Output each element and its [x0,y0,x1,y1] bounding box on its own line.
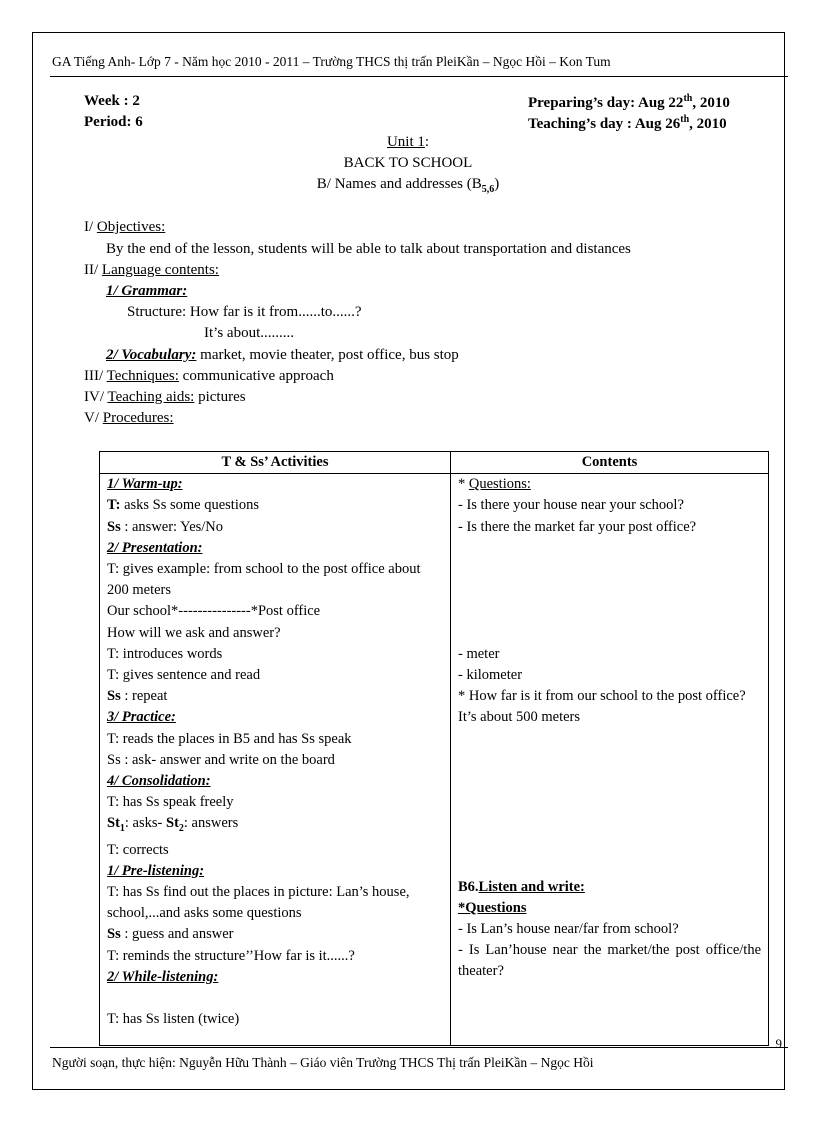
footer-rule [50,1047,788,1048]
preparing-day [528,93,730,112]
objectives-heading [84,219,165,236]
structure-line2: It’s about......... [204,325,294,341]
prelistening-heading: 1/ Pre-listening: [107,862,205,879]
st1-sub: 1 [119,823,125,835]
unit-heading [0,134,816,151]
running-footer: Người soạn, thực hiện: Nguyễn Hữu Thành – Giáo viên Trường THCS Thị trấn PleiKần – Ngọc Hồi [52,1055,594,1070]
page-number: 9 [775,1036,782,1051]
aids-label: Teaching aids: [107,389,195,405]
list-item: T: has Ss find out the places in picture: Lan’s house, school,...and asks some questions [107,883,410,922]
week: Week : 2 [84,93,140,109]
teaching-sup: th [680,114,690,125]
spacer [458,538,761,644]
techniques-num: III/ [84,368,107,384]
practice-heading: 3/ Practice: [107,709,176,726]
aids-line [84,389,246,406]
questions-label: Questions: [468,476,531,493]
unit-title: BACK TO SCHOOL [343,155,473,171]
aids-text: pictures [194,389,246,405]
language-heading [84,262,219,279]
subtitle-sub: 5,6 [481,184,495,195]
col-contents-header: Contents [451,452,769,474]
vocab-label: 2/ Vocabulary: [106,347,197,363]
vocabulary-line [106,347,459,364]
answers-text: : answers [183,815,239,832]
objectives-text: By the end of the lesson, students will be able to talk about transportation and distances [106,241,631,257]
list-item: T: reads the places in B5 and has Ss speak [107,730,352,747]
contents-cell [451,474,769,1046]
running-header: GA Tiếng Anh- Lớp 7 - Năm học 2010 - 2011 – Trường THCS thị trấn PleiKần – Ngọc Hồi – Kon Tum [52,54,611,69]
spacer [107,988,443,1009]
list-item: It’s about 500 meters [458,709,581,726]
warmup-ss-text: : answer: Yes/No [120,518,224,535]
list-item: - Is there your house near your school? [458,497,684,514]
list-item: Ss : ask- answer and write on the board [107,751,335,768]
teaching-year: , 2010 [689,116,727,132]
subtitle-text: B/ Names and addresses (B [316,176,482,192]
language-num: II/ [84,262,102,278]
questions-heading [458,474,761,495]
teaching-day [528,114,727,133]
procedures-heading [84,410,174,427]
preparing-label: Preparing’s day: Aug 22 [528,95,684,111]
b6-prefix: B6. [458,878,479,895]
list-item: T: gives example: from school to the post office about 200 meters [107,561,421,599]
list-item: T: reminds the structure’’How far is it......? [107,947,355,964]
list-item: T: introduces words [107,645,223,662]
list-item: Our school*---------------*Post office [107,603,321,620]
warmup-t-text: asks Ss some questions [120,497,260,514]
list-item: - Is there the market far your post office? [458,518,697,535]
teaching-label: Teaching’s day : Aug 26 [528,116,681,132]
asks-text: : asks- [124,815,166,832]
list-item: * How far is it from our school to the post office? [458,688,746,705]
repeat-text: : repeat [120,688,168,705]
questions-star: * [458,476,469,493]
b6-heading [458,877,761,898]
presentation-heading: 2/ Presentation: [107,539,203,556]
warmup-t: T: [107,497,121,514]
col-activities-header: T & Ss’ Activities [100,452,451,474]
list-item: T: has Ss listen (twice) [107,1011,240,1028]
language-label: Language contents: [101,262,219,278]
techniques-line [84,368,334,385]
unit-label: Unit 1 [386,134,425,150]
consolidation-heading: 4/ Consolidation: [107,773,211,790]
structure-line1: Structure: How far is it from......to......? [127,304,362,320]
list-item: - Is Lan’house near the market/the post office/the theater? [458,942,761,980]
guess-text: : guess and answer [120,926,234,943]
list-item [107,813,443,839]
objectives-num: I/ [84,219,97,235]
st2: St [166,815,179,832]
objectives-label: Objectives: [96,219,166,235]
subtitle-end: ) [494,176,500,192]
list-item: How will we ask and answer? [107,624,281,641]
procedures-label: Procedures: [102,410,174,426]
list-item: - Is Lan’s house near/far from school? [458,921,679,938]
list-item: T: has Ss speak freely [107,794,234,811]
procedures-num: V/ [84,410,103,426]
table-body-row [100,474,769,1046]
activities-cell [100,474,451,1046]
spacer [458,729,761,877]
aids-num: IV/ [84,389,108,405]
unit-subtitle [0,176,816,195]
table-header-row [100,452,769,474]
preparing-sup: th [683,93,693,104]
techniques-text: communicative approach [178,368,334,384]
vocab-text: market, movie theater, post office, bus stop [196,347,459,363]
guess-ss: Ss [107,926,121,943]
warmup-ss: Ss [107,518,121,535]
preparing-year: , 2010 [692,95,730,111]
techniques-label: Techniques: [106,368,179,384]
whilelistening-heading: 2/ While-listening: [107,968,219,985]
procedures-table [99,451,769,1046]
list-item [107,495,443,516]
list-item: T: gives sentence and read [107,667,261,684]
st1: St [107,815,120,832]
warmup-heading: 1/ Warm-up: [107,476,183,493]
grammar-label: 1/ Grammar: [106,283,188,299]
list-item [107,924,443,945]
header-rule [50,76,788,77]
list-item [107,686,443,707]
list-item: T: corrects [107,841,169,858]
list-item [107,517,443,538]
st2-sub: 2 [178,823,184,835]
list-item: - meter [458,645,500,662]
list-item: - kilometer [458,667,523,684]
b6-label: Listen and write: [478,878,585,895]
unit-colon: : [424,134,430,150]
repeat-ss: Ss [107,688,121,705]
period: Period: 6 [84,114,143,130]
b6-questions-heading: *Questions [458,899,527,916]
